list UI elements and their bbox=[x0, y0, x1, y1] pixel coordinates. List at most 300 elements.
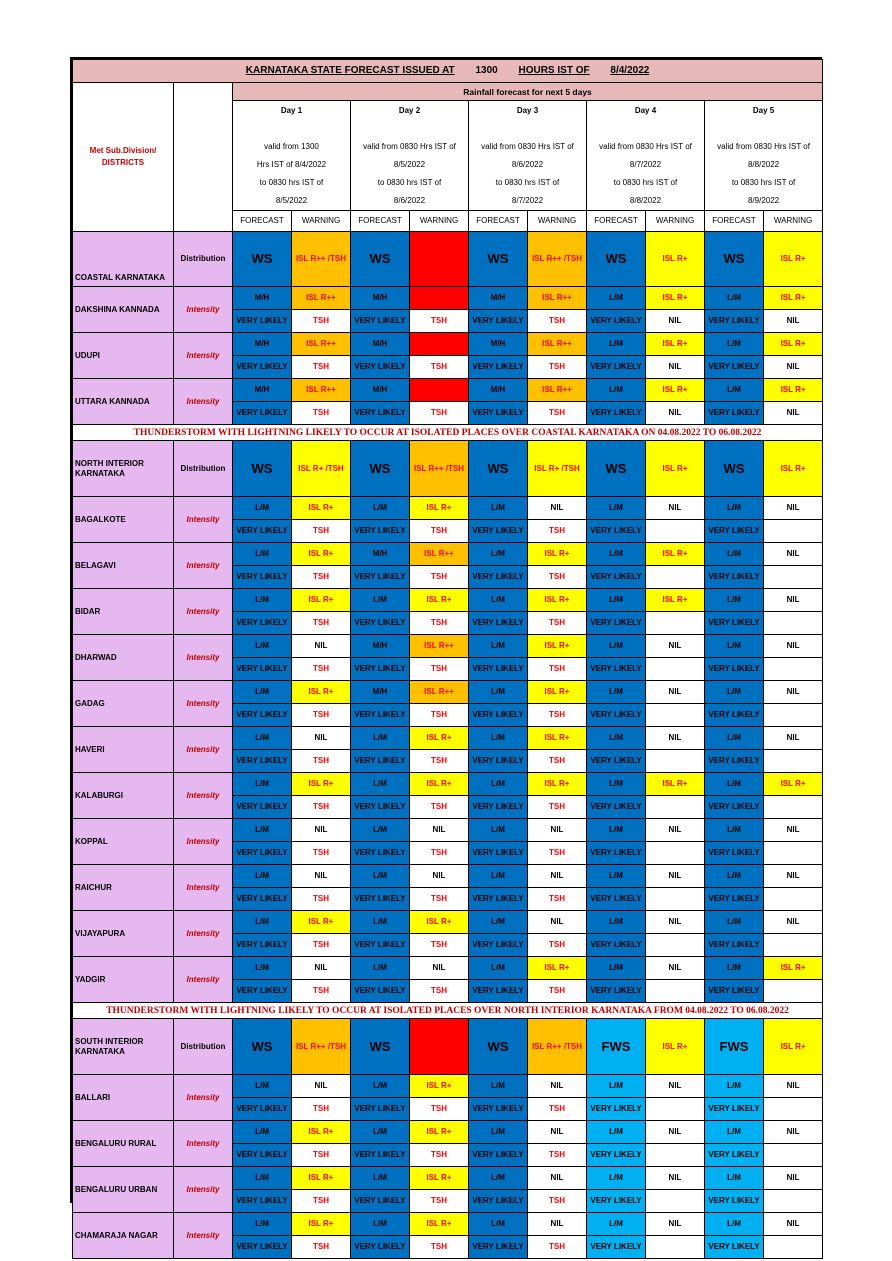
likelihood-warning: TSH bbox=[292, 402, 351, 425]
likelihood-warning bbox=[764, 1144, 823, 1167]
intensity-forecast: L/M bbox=[705, 635, 764, 658]
day-header-5 bbox=[705, 101, 823, 211]
intensity-warning: NIL bbox=[646, 681, 705, 704]
likelihood-warning: TSH bbox=[410, 310, 469, 333]
intensity-warning: ISL R++ bbox=[292, 379, 351, 402]
likelihood-forecast: VERY LIKELY bbox=[351, 310, 410, 333]
likelihood-forecast: VERY LIKELY bbox=[705, 934, 764, 957]
intensity-warning: NIL bbox=[646, 1121, 705, 1144]
intensity-forecast: L/M bbox=[705, 681, 764, 704]
likelihood-forecast: VERY LIKELY bbox=[587, 980, 646, 1003]
district-row bbox=[73, 681, 823, 704]
to-label: to 0830 hrs IST of bbox=[613, 178, 678, 187]
likelihood-forecast: VERY LIKELY bbox=[705, 520, 764, 543]
likelihood-warning: TSH bbox=[292, 704, 351, 727]
likelihood-warning: TSH bbox=[292, 842, 351, 865]
likelihood-forecast: VERY LIKELY bbox=[233, 356, 292, 379]
intensity-label: Intensity bbox=[174, 819, 233, 865]
intensity-forecast: L/M bbox=[469, 1167, 528, 1190]
likelihood-forecast: VERY LIKELY bbox=[233, 750, 292, 773]
intensity-forecast: L/M bbox=[587, 727, 646, 750]
intensity-warning: ISL R+++ bbox=[410, 379, 469, 402]
hrs-label: Hrs IST of bbox=[420, 142, 456, 151]
intensity-forecast: L/M bbox=[705, 773, 764, 796]
likelihood-warning bbox=[764, 980, 823, 1003]
intensity-forecast: L/M bbox=[587, 379, 646, 402]
likelihood-warning: TSH bbox=[292, 796, 351, 819]
likelihood-forecast: VERY LIKELY bbox=[351, 658, 410, 681]
likelihood-forecast: VERY LIKELY bbox=[587, 356, 646, 379]
valid-from: valid from bbox=[264, 142, 299, 151]
likelihood-warning: TSH bbox=[410, 520, 469, 543]
district-name: BENGALURU RURAL bbox=[73, 1121, 174, 1167]
intensity-warning: ISL R+ bbox=[646, 773, 705, 796]
likelihood-forecast: VERY LIKELY bbox=[469, 1236, 528, 1259]
likelihood-forecast: VERY LIKELY bbox=[705, 612, 764, 635]
likelihood-forecast: VERY LIKELY bbox=[469, 750, 528, 773]
likelihood-warning: TSH bbox=[292, 520, 351, 543]
likelihood-forecast: VERY LIKELY bbox=[233, 1098, 292, 1121]
intensity-warning: NIL bbox=[410, 819, 469, 842]
district-name: UTTARA KANNADA bbox=[73, 379, 174, 425]
likelihood-warning: TSH bbox=[528, 1144, 587, 1167]
district-name: GADAG bbox=[73, 681, 174, 727]
intensity-warning: ISL R+++ bbox=[410, 333, 469, 356]
likelihood-warning bbox=[646, 796, 705, 819]
distribution-forecast: WS bbox=[587, 232, 646, 287]
district-name: DHARWAD bbox=[73, 635, 174, 681]
likelihood-forecast: VERY LIKELY bbox=[351, 750, 410, 773]
likelihood-forecast: VERY LIKELY bbox=[233, 402, 292, 425]
intensity-forecast: L/M bbox=[233, 1075, 292, 1098]
intensity-forecast: M/H bbox=[469, 379, 528, 402]
intensity-forecast: L/M bbox=[587, 1167, 646, 1190]
to-label: to 0830 hrs IST of bbox=[377, 178, 442, 187]
intensity-forecast: L/M bbox=[587, 543, 646, 566]
likelihood-forecast: VERY LIKELY bbox=[469, 796, 528, 819]
from-date: 8/5/2022 bbox=[393, 160, 426, 169]
intensity-forecast: L/M bbox=[587, 635, 646, 658]
likelihood-warning: TSH bbox=[410, 356, 469, 379]
distribution-warning: ISL R+ /TSH bbox=[292, 441, 351, 497]
intensity-forecast: L/M bbox=[705, 1075, 764, 1098]
to-date: 8/9/2022 bbox=[747, 196, 780, 205]
likelihood-warning: TSH bbox=[410, 980, 469, 1003]
likelihood-forecast: VERY LIKELY bbox=[233, 980, 292, 1003]
intensity-forecast: L/M bbox=[233, 957, 292, 980]
intensity-forecast: L/M bbox=[233, 1213, 292, 1236]
intensity-label: Intensity bbox=[174, 1167, 233, 1213]
intensity-warning: NIL bbox=[646, 497, 705, 520]
likelihood-forecast: VERY LIKELY bbox=[705, 704, 764, 727]
likelihood-forecast: VERY LIKELY bbox=[233, 934, 292, 957]
intensity-label: Intensity bbox=[174, 911, 233, 957]
intensity-warning: NIL bbox=[764, 589, 823, 612]
hrs-label: Hrs IST of bbox=[256, 160, 293, 169]
intensity-warning: ISL R+ bbox=[410, 1167, 469, 1190]
intensity-warning: ISL R+ bbox=[528, 957, 587, 980]
intensity-forecast: L/M bbox=[469, 1213, 528, 1236]
intensity-label: Intensity bbox=[174, 1121, 233, 1167]
district-name: BELAGAVI bbox=[73, 543, 174, 589]
likelihood-forecast: VERY LIKELY bbox=[469, 356, 528, 379]
likelihood-warning bbox=[764, 658, 823, 681]
likelihood-forecast: VERY LIKELY bbox=[469, 888, 528, 911]
likelihood-warning: TSH bbox=[528, 1236, 587, 1259]
intensity-forecast: M/H bbox=[351, 681, 410, 704]
intensity-warning: ISL R+ bbox=[646, 287, 705, 310]
intensity-forecast: L/M bbox=[469, 1121, 528, 1144]
day-name: Day 5 bbox=[752, 106, 775, 115]
intensity-forecast: L/M bbox=[587, 819, 646, 842]
intensity-warning: ISL R+ bbox=[410, 1213, 469, 1236]
forecast-table bbox=[72, 59, 823, 1259]
likelihood-forecast: VERY LIKELY bbox=[351, 934, 410, 957]
distribution-warning: ISL R++ /TSH bbox=[292, 232, 351, 287]
likelihood-forecast: VERY LIKELY bbox=[351, 520, 410, 543]
district-row bbox=[73, 333, 823, 356]
likelihood-forecast: VERY LIKELY bbox=[233, 310, 292, 333]
title-hour: 1300 bbox=[475, 65, 498, 76]
intensity-forecast: L/M bbox=[469, 589, 528, 612]
forecast-col-header: FORECAST bbox=[587, 211, 646, 232]
intensity-warning: ISL R+ bbox=[764, 957, 823, 980]
forecast-sheet bbox=[70, 57, 822, 1251]
intensity-warning: ISL R+ bbox=[410, 589, 469, 612]
intensity-forecast: M/H bbox=[351, 287, 410, 310]
likelihood-forecast: VERY LIKELY bbox=[705, 1144, 764, 1167]
likelihood-warning bbox=[646, 566, 705, 589]
intensity-warning: NIL bbox=[528, 1075, 587, 1098]
intensity-warning: ISL R+ bbox=[292, 1167, 351, 1190]
intensity-warning: ISL R+ bbox=[410, 773, 469, 796]
intensity-label: Intensity bbox=[174, 1075, 233, 1121]
intensity-forecast: L/M bbox=[469, 635, 528, 658]
intensity-forecast: L/M bbox=[587, 957, 646, 980]
likelihood-warning: TSH bbox=[528, 704, 587, 727]
likelihood-forecast: VERY LIKELY bbox=[351, 612, 410, 635]
district-row bbox=[73, 865, 823, 888]
intensity-forecast: L/M bbox=[469, 911, 528, 934]
likelihood-forecast: VERY LIKELY bbox=[351, 888, 410, 911]
intensity-forecast: L/M bbox=[351, 1075, 410, 1098]
intensity-warning: ISL R++ bbox=[410, 635, 469, 658]
likelihood-forecast: VERY LIKELY bbox=[233, 1144, 292, 1167]
likelihood-warning bbox=[764, 1098, 823, 1121]
district-row bbox=[73, 1075, 823, 1098]
section-name: SOUTH INTERIOR KARNATAKA bbox=[73, 1019, 174, 1075]
likelihood-warning: TSH bbox=[528, 796, 587, 819]
intensity-warning: ISL R+ bbox=[292, 589, 351, 612]
likelihood-forecast: VERY LIKELY bbox=[587, 796, 646, 819]
likelihood-warning: TSH bbox=[528, 934, 587, 957]
intensity-warning: ISL R+ bbox=[646, 543, 705, 566]
likelihood-warning bbox=[646, 1098, 705, 1121]
day-header-4 bbox=[587, 101, 705, 211]
intensity-label: Intensity bbox=[174, 865, 233, 911]
likelihood-warning: TSH bbox=[410, 796, 469, 819]
likelihood-forecast: VERY LIKELY bbox=[469, 1144, 528, 1167]
intensity-forecast: L/M bbox=[587, 1213, 646, 1236]
intensity-forecast: L/M bbox=[469, 1075, 528, 1098]
likelihood-warning bbox=[764, 842, 823, 865]
intensity-warning: ISL R+ bbox=[410, 1075, 469, 1098]
intensity-forecast: L/M bbox=[469, 865, 528, 888]
likelihood-warning bbox=[764, 520, 823, 543]
intensity-forecast: L/M bbox=[233, 681, 292, 704]
likelihood-warning: NIL bbox=[646, 310, 705, 333]
likelihood-warning: NIL bbox=[764, 310, 823, 333]
intensity-warning: ISL R++ bbox=[528, 287, 587, 310]
to-date: 8/7/2022 bbox=[511, 196, 544, 205]
likelihood-warning: TSH bbox=[292, 1236, 351, 1259]
intensity-warning: NIL bbox=[646, 727, 705, 750]
likelihood-warning: TSH bbox=[292, 1190, 351, 1213]
hrs-label: Hrs IST of bbox=[538, 142, 574, 151]
district-name: BENGALURU URBAN bbox=[73, 1167, 174, 1213]
likelihood-forecast: VERY LIKELY bbox=[469, 310, 528, 333]
title-date: 8/4/2022 bbox=[610, 65, 650, 76]
likelihood-warning: TSH bbox=[528, 1190, 587, 1213]
likelihood-warning: NIL bbox=[764, 356, 823, 379]
likelihood-forecast: VERY LIKELY bbox=[351, 796, 410, 819]
met-subdivision-header: Met Sub.Division/ DISTRICTS bbox=[73, 83, 174, 232]
likelihood-warning bbox=[646, 750, 705, 773]
intensity-warning: NIL bbox=[528, 1213, 587, 1236]
intensity-warning: ISL R+ bbox=[528, 635, 587, 658]
intensity-warning: ISL R+ bbox=[292, 773, 351, 796]
likelihood-warning bbox=[646, 888, 705, 911]
likelihood-warning bbox=[646, 1190, 705, 1213]
intensity-forecast: M/H bbox=[351, 333, 410, 356]
hrs-label: Hrs IST of bbox=[656, 142, 692, 151]
likelihood-warning: TSH bbox=[528, 310, 587, 333]
intensity-warning: ISL R++ bbox=[292, 287, 351, 310]
hrs-label: Hrs IST of bbox=[774, 142, 810, 151]
district-name: YADGIR bbox=[73, 957, 174, 1003]
distribution-forecast: WS bbox=[469, 1019, 528, 1075]
intensity-forecast: L/M bbox=[469, 681, 528, 704]
intensity-warning: ISL R+++ bbox=[410, 287, 469, 310]
intensity-forecast: L/M bbox=[587, 773, 646, 796]
intensity-forecast: L/M bbox=[587, 589, 646, 612]
likelihood-warning: TSH bbox=[410, 1144, 469, 1167]
warning-col-header: WARNING bbox=[646, 211, 705, 232]
intensity-forecast: L/M bbox=[351, 865, 410, 888]
distribution-forecast: WS bbox=[469, 441, 528, 497]
likelihood-warning bbox=[764, 934, 823, 957]
likelihood-forecast: VERY LIKELY bbox=[469, 566, 528, 589]
likelihood-forecast: VERY LIKELY bbox=[705, 796, 764, 819]
district-name: RAICHUR bbox=[73, 865, 174, 911]
intensity-warning: ISL R+ bbox=[646, 333, 705, 356]
distribution-warning: ISL R+ /TSH bbox=[528, 441, 587, 497]
likelihood-warning: TSH bbox=[410, 402, 469, 425]
to-label: to 0830 hrs IST of bbox=[259, 178, 324, 187]
section-note: THUNDERSTORM WITH LIGHTNING LIKELY TO OCCUR AT ISOLATED PLACES OVER COASTAL KARNATAKA ON 04.08.2022 TO 06.08.2022 bbox=[73, 425, 823, 441]
likelihood-forecast: VERY LIKELY bbox=[705, 658, 764, 681]
likelihood-warning: TSH bbox=[528, 980, 587, 1003]
intensity-warning: NIL bbox=[764, 635, 823, 658]
distribution-label: Distribution bbox=[174, 1019, 233, 1075]
intensity-warning: NIL bbox=[292, 1075, 351, 1098]
district-name: DAKSHINA KANNADA bbox=[73, 287, 174, 333]
intensity-forecast: L/M bbox=[351, 497, 410, 520]
likelihood-warning: TSH bbox=[410, 1236, 469, 1259]
likelihood-warning: TSH bbox=[410, 750, 469, 773]
intensity-label: Intensity bbox=[174, 773, 233, 819]
likelihood-warning bbox=[764, 1236, 823, 1259]
district-name: VIJAYAPURA bbox=[73, 911, 174, 957]
likelihood-warning bbox=[646, 612, 705, 635]
likelihood-forecast: VERY LIKELY bbox=[469, 842, 528, 865]
warning-col-header: WARNING bbox=[528, 211, 587, 232]
intensity-warning: NIL bbox=[646, 635, 705, 658]
intensity-warning: ISL R+ bbox=[528, 589, 587, 612]
likelihood-forecast: VERY LIKELY bbox=[351, 1190, 410, 1213]
likelihood-forecast: VERY LIKELY bbox=[351, 356, 410, 379]
intensity-warning: NIL bbox=[646, 911, 705, 934]
distribution-forecast: WS bbox=[705, 232, 764, 287]
likelihood-warning: TSH bbox=[528, 888, 587, 911]
intensity-forecast: L/M bbox=[705, 1213, 764, 1236]
likelihood-forecast: VERY LIKELY bbox=[469, 704, 528, 727]
intensity-warning: ISL R++ bbox=[410, 681, 469, 704]
likelihood-warning bbox=[764, 612, 823, 635]
likelihood-forecast: VERY LIKELY bbox=[351, 1236, 410, 1259]
distribution-warning: ISL R++ /TSH bbox=[528, 1019, 587, 1075]
forecast-col-header: FORECAST bbox=[705, 211, 764, 232]
intensity-forecast: L/M bbox=[587, 865, 646, 888]
likelihood-warning: TSH bbox=[410, 658, 469, 681]
distribution-forecast: WS bbox=[351, 1019, 410, 1075]
intensity-forecast: L/M bbox=[233, 911, 292, 934]
intensity-forecast: L/M bbox=[351, 773, 410, 796]
intensity-forecast: L/M bbox=[705, 819, 764, 842]
likelihood-forecast: VERY LIKELY bbox=[233, 704, 292, 727]
intensity-warning: NIL bbox=[292, 635, 351, 658]
likelihood-forecast: VERY LIKELY bbox=[351, 704, 410, 727]
likelihood-forecast: VERY LIKELY bbox=[587, 1190, 646, 1213]
likelihood-forecast: VERY LIKELY bbox=[469, 612, 528, 635]
likelihood-forecast: VERY LIKELY bbox=[587, 750, 646, 773]
intensity-warning: NIL bbox=[764, 865, 823, 888]
likelihood-warning: TSH bbox=[410, 704, 469, 727]
intensity-warning: NIL bbox=[292, 865, 351, 888]
district-row bbox=[73, 635, 823, 658]
district-name: BALLARI bbox=[73, 1075, 174, 1121]
distribution-warning: ISL R+ bbox=[764, 441, 823, 497]
likelihood-warning: NIL bbox=[646, 402, 705, 425]
intensity-forecast: L/M bbox=[705, 727, 764, 750]
likelihood-forecast: VERY LIKELY bbox=[233, 842, 292, 865]
likelihood-forecast: VERY LIKELY bbox=[469, 934, 528, 957]
likelihood-forecast: VERY LIKELY bbox=[587, 842, 646, 865]
blank-header bbox=[174, 83, 233, 232]
intensity-warning: ISL R+ bbox=[292, 497, 351, 520]
intensity-warning: ISL R+ bbox=[292, 681, 351, 704]
district-row bbox=[73, 543, 823, 566]
distribution-warning: ISL R+ bbox=[646, 441, 705, 497]
likelihood-warning: TSH bbox=[528, 842, 587, 865]
likelihood-warning: TSH bbox=[410, 1098, 469, 1121]
distribution-forecast: FWS bbox=[587, 1019, 646, 1075]
likelihood-forecast: VERY LIKELY bbox=[587, 1098, 646, 1121]
distribution-forecast: FWS bbox=[705, 1019, 764, 1075]
likelihood-forecast: VERY LIKELY bbox=[233, 796, 292, 819]
intensity-warning: ISL R+ bbox=[410, 1121, 469, 1144]
likelihood-forecast: VERY LIKELY bbox=[587, 1144, 646, 1167]
distribution-label: Distribution bbox=[174, 232, 233, 287]
sheet-title bbox=[73, 60, 823, 83]
section-name: COASTAL KARNATAKA bbox=[73, 232, 174, 287]
intensity-warning: NIL bbox=[764, 1213, 823, 1236]
intensity-warning: ISL R+ bbox=[292, 543, 351, 566]
warning-col-header: WARNING bbox=[292, 211, 351, 232]
likelihood-forecast: VERY LIKELY bbox=[587, 934, 646, 957]
intensity-forecast: L/M bbox=[705, 911, 764, 934]
valid-from: valid from 0830 bbox=[363, 142, 418, 151]
intensity-warning: ISL R+ bbox=[410, 497, 469, 520]
district-row bbox=[73, 957, 823, 980]
likelihood-forecast: VERY LIKELY bbox=[705, 356, 764, 379]
intensity-warning: NIL bbox=[410, 957, 469, 980]
likelihood-warning: TSH bbox=[292, 1098, 351, 1121]
intensity-warning: NIL bbox=[646, 865, 705, 888]
distribution-forecast: WS bbox=[587, 441, 646, 497]
likelihood-forecast: VERY LIKELY bbox=[587, 704, 646, 727]
likelihood-warning bbox=[764, 750, 823, 773]
likelihood-warning: TSH bbox=[292, 750, 351, 773]
day-name: Day 3 bbox=[516, 106, 539, 115]
likelihood-warning bbox=[764, 796, 823, 819]
likelihood-warning: TSH bbox=[292, 658, 351, 681]
intensity-warning: ISL R+ bbox=[646, 589, 705, 612]
district-row bbox=[73, 727, 823, 750]
intensity-forecast: L/M bbox=[233, 589, 292, 612]
intensity-forecast: L/M bbox=[469, 957, 528, 980]
intensity-forecast: L/M bbox=[233, 1121, 292, 1144]
intensity-warning: NIL bbox=[764, 681, 823, 704]
likelihood-warning: TSH bbox=[410, 934, 469, 957]
section-row bbox=[73, 232, 823, 287]
intensity-warning: ISL R++ bbox=[292, 333, 351, 356]
intensity-forecast: L/M bbox=[705, 333, 764, 356]
intensity-forecast: L/M bbox=[233, 773, 292, 796]
likelihood-warning: TSH bbox=[292, 612, 351, 635]
district-name: BAGALKOTE bbox=[73, 497, 174, 543]
intensity-warning: NIL bbox=[646, 1075, 705, 1098]
intensity-forecast: L/M bbox=[233, 727, 292, 750]
likelihood-warning: TSH bbox=[410, 566, 469, 589]
likelihood-warning: TSH bbox=[292, 934, 351, 957]
likelihood-warning bbox=[764, 888, 823, 911]
intensity-forecast: L/M bbox=[705, 497, 764, 520]
intensity-warning: ISL R+ bbox=[292, 1121, 351, 1144]
intensity-label: Intensity bbox=[174, 957, 233, 1003]
intensity-forecast: L/M bbox=[587, 911, 646, 934]
intensity-warning: NIL bbox=[410, 865, 469, 888]
valid-from: valid from 0830 bbox=[717, 142, 772, 151]
intensity-forecast: M/H bbox=[351, 543, 410, 566]
likelihood-forecast: VERY LIKELY bbox=[351, 980, 410, 1003]
intensity-label: Intensity bbox=[174, 333, 233, 379]
likelihood-warning: TSH bbox=[528, 402, 587, 425]
to-date: 8/6/2022 bbox=[393, 196, 426, 205]
intensity-forecast: M/H bbox=[469, 333, 528, 356]
intensity-forecast: L/M bbox=[705, 865, 764, 888]
likelihood-warning: TSH bbox=[292, 980, 351, 1003]
